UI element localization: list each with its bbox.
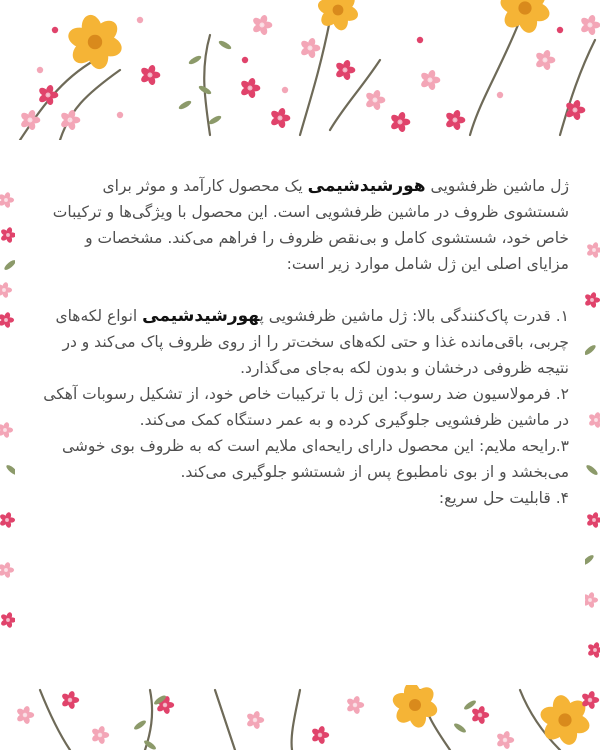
yellow-flower-center [88, 35, 102, 49]
flower-center [27, 117, 32, 122]
flower-center [259, 22, 264, 27]
flower-bud [242, 57, 248, 63]
flower-center [594, 418, 598, 422]
flower-center [163, 703, 167, 707]
flower-center [2, 288, 6, 292]
flower-bud [557, 27, 563, 33]
flower-center [590, 298, 594, 302]
list-item-2: ۲. فرمولاسیون ضد رسوب: این ژل با ترکیبات خاص خود، از تشکیل رسوبات آهکی در ماشین ظرفشویی جلوگیری کرده و به عمر دستگاه کمک می‌کند. [43, 385, 569, 429]
list-item-1 [40, 303, 569, 381]
text-card [15, 140, 585, 685]
flower-bud [117, 112, 123, 118]
flower-center [542, 57, 547, 62]
flower-center [588, 698, 592, 702]
leaf [453, 722, 467, 734]
intro-text: یک محصول کارآمد و موثر برای شستشوی ظروف در ماشین ظرفشویی است. این محصول با ویژگی‌ها و ترکیبات خاص خود، شستشوی کامل و بی‌نقص ظروف را فراهم می‌کند. مشخصات و مزایای اصلی این ژل شامل موارد زیر است: [52, 177, 569, 273]
flower-center [5, 518, 9, 522]
branch-stem [204, 35, 210, 135]
yellow-flower-center [558, 713, 571, 726]
flower-bud [137, 17, 143, 23]
flower-center [147, 72, 152, 77]
leaf [583, 344, 597, 357]
flower-center [353, 703, 357, 707]
list-item-4: ۴. قابلیت حل سریع: [438, 489, 569, 507]
flower-center [253, 718, 257, 722]
leaf [178, 99, 193, 111]
item1-brand: هورشیدشیمی [142, 306, 260, 326]
leaf [133, 719, 147, 731]
flower-center [45, 92, 50, 97]
leaf [585, 464, 599, 477]
flower-center [593, 648, 597, 652]
leaf [218, 39, 233, 51]
flower-center [503, 738, 507, 742]
brand-name: هورشیدشیمی [307, 176, 426, 196]
paragraph-gap [40, 277, 569, 303]
flower-bud [417, 37, 423, 43]
list-item-3: ۳.رایحه ملایم: این محصول دارای رایحه‌ای ملایم است که به ظروف بوی خوشی می‌بخشد و از بوی نامطبوع پس از شستشو جلوگیری می‌کند. [61, 437, 569, 481]
flower-bud [282, 87, 288, 93]
intro-paragraph [40, 173, 569, 277]
yellow-flower-center [333, 5, 344, 16]
flower-center [572, 107, 577, 112]
flower-center [4, 198, 8, 202]
flower-center [397, 119, 402, 124]
flower-center [478, 713, 482, 717]
leaf [208, 114, 223, 126]
flower-center [3, 428, 7, 432]
flower-center [372, 97, 377, 102]
flower-center [592, 518, 596, 522]
flower-center [587, 22, 592, 27]
title-prefix: ژل ماشین ظرفشویی [430, 177, 569, 195]
item1-prefix: ۱. قدرت پاک‌کنندگی بالا: ژل ماشین ظرفشویی پ [259, 307, 569, 325]
yellow-flower-center [409, 699, 421, 711]
branch-stem [215, 690, 235, 750]
flower-center [452, 117, 457, 122]
flower-center [98, 733, 102, 737]
flower-bud [52, 27, 58, 33]
flower-center [247, 85, 252, 90]
branch-stem [470, 20, 520, 135]
item1-text: انواع لکه‌های چربی، باقی‌مانده غذا و حتی لکه‌های سخت‌تر را از روی ظروف پاک می‌کند و در نتیجه ظروفی درخشان و بدون لکه به‌جای می‌گذارد. [55, 307, 569, 377]
flower-center [318, 733, 322, 737]
flower-bud [497, 92, 503, 98]
leaf [188, 54, 203, 66]
flower-center [592, 248, 596, 252]
flower-center [67, 117, 72, 122]
flower-center [342, 67, 347, 72]
branch-stem [300, 20, 330, 135]
flower-center [68, 698, 72, 702]
yellow-flower-center [518, 1, 531, 14]
flower-center [588, 598, 592, 602]
flower-center [4, 568, 8, 572]
flower-center [4, 318, 8, 322]
branch-stem [292, 690, 300, 750]
flower-center [427, 77, 432, 82]
flower-center [307, 45, 312, 50]
flower-center [23, 713, 27, 717]
branch-stem [560, 40, 595, 135]
branch-stem [60, 70, 120, 140]
flower-center [6, 618, 10, 622]
flower-center [6, 233, 10, 237]
flower-bud [37, 67, 43, 73]
flower-center [277, 115, 282, 120]
article-body [40, 173, 569, 511]
